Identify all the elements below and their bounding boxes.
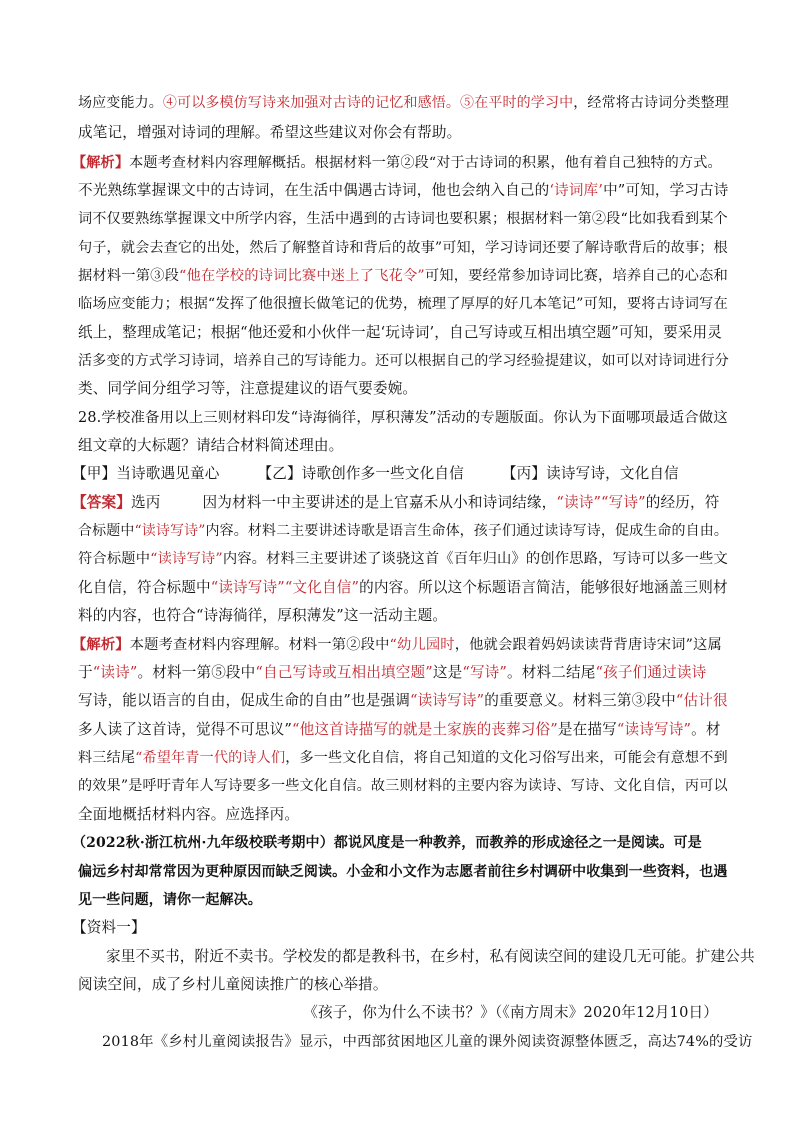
text-line [78, 294, 728, 314]
text-run: 化自信，符合标题中 [78, 579, 211, 596]
source-citation [303, 1003, 718, 1023]
highlight-run: “读诗写诗” [134, 523, 206, 539]
text-run: 合标题中 [78, 523, 135, 539]
text-line [78, 691, 728, 711]
text-run: 场应变能力。 [78, 95, 163, 111]
text-run: 是在描写 [557, 721, 617, 738]
text-run: 符合标题中 [78, 551, 151, 567]
highlight-run: “读诗写诗” [616, 721, 692, 738]
text-line [78, 663, 718, 683]
highlight-run: “希望年青一代的诗人们 [135, 750, 286, 766]
highlight-run: ‘诗词库’ [549, 182, 604, 199]
text-run: 不光熟练掌握课文中的古诗词，在生活中偶遇古诗词，他也会纳入自己的 [78, 182, 550, 199]
text-line [78, 436, 718, 456]
highlight-run: “他在学校的诗词比赛中迷上了飞花令” [179, 268, 425, 284]
text-run: 多人读了这首诗，觉得不可思议” [78, 721, 293, 738]
analysis-paragraph-start-2 [72, 635, 722, 655]
text-run: 偏远乡村却常常因为更种原因而缺乏阅读。小金和小文作为志愿者前往乡村调研中收集到一些资料，也遇 [78, 864, 728, 880]
text-run: 28.学校准备用以上三则材料印发“诗海徜徉，厚积薄发”活动的专题版面。你认为下面哪项最适合做这 [78, 410, 728, 426]
text-line [78, 720, 721, 740]
text-run: 选丙 [130, 494, 161, 511]
option-yi: 【乙】诗歌创作多一些文化自信 [257, 465, 464, 482]
text-run: 家里不买书，附近不卖书。学校发的都是教科书，在乡村，私有阅读空间的建设几无可能。扩建公共 [106, 948, 755, 965]
option-jia: 【甲】当诗歌遇见童心 [72, 465, 220, 482]
highlight-run: “他这首诗描写的就是土家族的丧葬习俗” [292, 721, 558, 738]
options-line [72, 464, 712, 484]
highlight-run: “读诗”“写诗” [556, 494, 646, 511]
text-run: 词不仅要熟练掌握课文中所学内容，生活中遇到的古诗词也要积累；根据材料一第②段“比如我看到某个 [78, 211, 728, 227]
text-line [78, 181, 729, 201]
text-run: 《孩子，你为什么不读书？》（《南方周末》2020年12月10日） [303, 1004, 718, 1021]
text-line [78, 549, 728, 569]
analysis-tag: 【解析】 [72, 155, 130, 171]
text-run: 于 [78, 664, 93, 681]
text-run: 的经历，符 [645, 494, 720, 511]
highlight-run: “估计很 [675, 692, 728, 709]
text-run: 中”可知，学习古诗 [603, 182, 729, 199]
text-run: 可知，要经常参加诗词比赛，培养自己的心态和 [424, 268, 728, 284]
text-run: 类、同学间分组学习等，注意提建议的语气要委婉。 [78, 380, 418, 397]
text-line [78, 606, 718, 626]
text-run: 阅读空间，成了乡村儿童阅读推广的核心举措。 [78, 976, 388, 993]
text-run: ，他就会跟着妈妈读读背背唐诗宋词”这属 [454, 637, 722, 653]
text-run: （2022秋·浙江杭州·九年级校联考期中）都说风度是一种教养，而教养的形成途径之一是阅读。可是 [72, 835, 702, 851]
text-line [78, 776, 728, 796]
text-run: ，多一些文化自信，将自己知道的文化习俗写出来，可能会有意想不到 [285, 750, 728, 766]
text-run: 。材料二结尾 [507, 664, 596, 681]
text-line [78, 238, 728, 258]
highlight-run: “写诗” [462, 664, 508, 681]
analysis-paragraph-start [72, 153, 722, 173]
section-heading: 【资料一】 [72, 919, 146, 936]
text-line [78, 578, 728, 598]
text-run: 料三结尾 [78, 750, 136, 766]
text-line [78, 266, 728, 286]
highlight-run: “读诗写诗” [150, 551, 223, 567]
text-run: ，经常将古诗词分类整理 [573, 95, 729, 111]
text-run: 本题考查材料内容理解。材料一第②段中 [129, 637, 390, 653]
material-one-heading [72, 918, 712, 938]
highlight-run: “读诗写诗”“文化自信” [210, 579, 360, 596]
text-run: 写诗，能以语言的自由，促成生命的自由”也是强调 [78, 692, 410, 709]
text-run: 料的内容，也符合“诗海徜徉，厚积薄发”这一活动主题。 [78, 607, 448, 624]
text-run: 。材 [691, 721, 721, 738]
text-run: 见一些问题，请你一起解决。 [78, 892, 262, 908]
text-run: 这是 [432, 664, 463, 681]
text-line [78, 379, 718, 399]
text-run: 2018年《乡村儿童阅读报告》显示，中西部贫困地区儿童的课外阅读资源整体匮乏，高达74%的受访 [102, 1034, 753, 1050]
text-line [78, 351, 729, 371]
text-line [78, 748, 728, 768]
text-run: 因为材料一中主要讲述的是上官嘉禾从小和诗词结缘， [202, 494, 557, 511]
text-run: 全面地概括材料内容。应选择丙。 [78, 806, 300, 823]
text-run: 组文章的大标题？请结合材料简述理由。 [78, 437, 344, 454]
passage-intro [72, 833, 712, 853]
text-line [78, 890, 718, 910]
text-line [78, 209, 728, 229]
text-run: 内容。材料二主要讲述诗歌是语言生命体，孩子们通过读诗写诗，促成生命的自由。 [205, 523, 728, 539]
text-line [78, 521, 728, 541]
text-run: 内容。材料三主要讲述了谈骁这首《百年归山》的创作思路，写诗可以多一些文 [222, 551, 728, 567]
answer-tag: 【答案】 [72, 494, 131, 511]
highlight-run: “孩子们通过读诗 [595, 664, 707, 681]
highlight-run: “读诗” [92, 664, 138, 681]
highlight-run: ④可以多模仿写诗来加强对古诗的记忆和感悟。⑤在平时的学习中 [162, 95, 574, 111]
option-bing: 【丙】读诗写诗，文化自信 [501, 465, 679, 482]
text-line [106, 947, 755, 967]
text-line [78, 93, 729, 113]
text-line [78, 862, 728, 882]
text-run: 成笔记，增强对诗词的理解。希望这些建议对你会有帮助。 [78, 124, 462, 141]
text-run: 活多变的方式学习诗词，培养自己的写诗能力。还可以根据自己的学习经验提建议，如可以对诗词进行分 [78, 353, 729, 369]
text-run: 的重要意义。材料三第③段中 [484, 692, 676, 709]
text-run: 句子，就会去查它的出处，然后了解整首诗和背后的故事”可知，学习诗词还要了解诗歌背后的故事；根 [78, 240, 728, 256]
text-run: 的效果”是呼吁青年人写诗要多一些文化自信。故三则材料的主要内容为读诗、写诗、文化自信，丙可以 [78, 778, 728, 794]
text-line [78, 323, 723, 343]
highlight-run: “幼儿园时 [389, 637, 455, 653]
text-run: 据材料一第③段 [78, 268, 180, 284]
analysis-tag: 【解析】 [72, 637, 130, 653]
text-line [78, 975, 718, 995]
text-run: 纸上，整理成笔记；根据“他还爱和小伙伴一起‘玩诗词’，自己写诗或互相出填空题”可知，要采用灵 [78, 324, 723, 341]
text-run: 的内容。所以这个标题语言简洁，能够很好地涵盖三则材 [359, 579, 728, 596]
highlight-run: “自己写诗或互相出填空题” [255, 664, 433, 681]
text-line [102, 1032, 753, 1052]
question-28 [78, 408, 728, 428]
text-run: 临场应变能力；根据“发挥了他很擅长做笔记的优势，梳理了厚厚的好几本笔记”可知，要将古诗词写在 [78, 296, 728, 312]
text-run: 本题考查材料内容理解概括。根据材料一第②段“对于古诗词的积累，他有着自己独特的方式。 [129, 155, 722, 171]
text-line [78, 123, 718, 143]
text-line [78, 805, 718, 825]
answer-paragraph-start [72, 493, 720, 513]
text-run: 。材料一第⑤段中 [137, 664, 256, 681]
highlight-run: “读诗写诗” [409, 692, 485, 709]
